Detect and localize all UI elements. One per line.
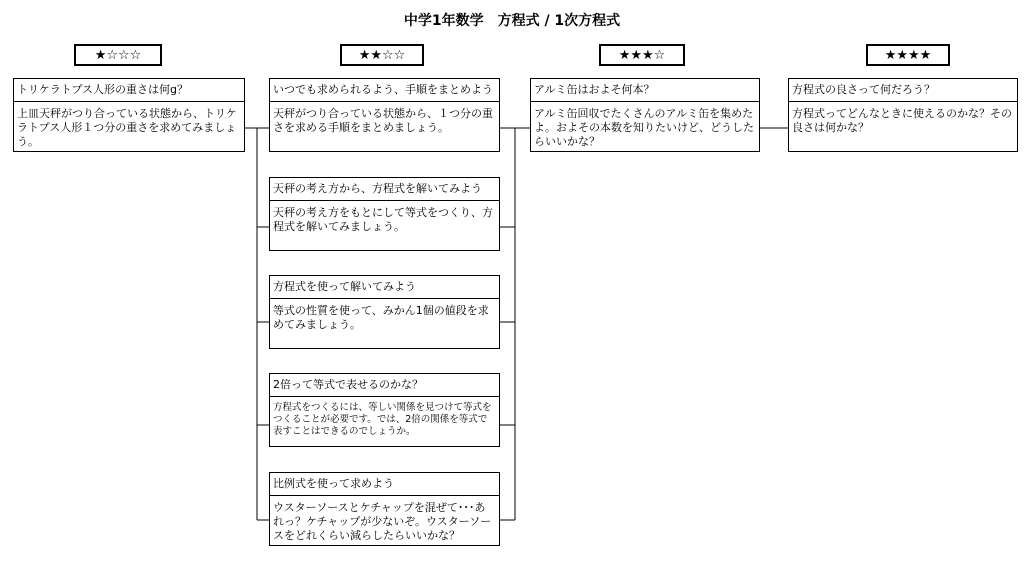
lesson-heading: 2倍って等式で表せるのかな？	[270, 374, 499, 397]
lesson-description: ウスターソースとケチャップを混ぜて･･･あれっ？ケチャップが少ないぞ。ウスターソースをどれくらい減らしたらいいかな？	[273, 501, 492, 542]
lesson-heading: 方程式を使って解いてみよう	[270, 276, 499, 299]
lesson-card-balance-equation	[269, 177, 500, 251]
lesson-heading: トリケラトプス人形の重さは何g？	[14, 79, 244, 102]
lesson-description: 方程式をつくるには、等しい関係を見つけて等式をつくることが必要です。では、2倍の関係を等式で表すことはできるのでしょうか。	[273, 402, 492, 437]
lesson-heading: 比例式を使って求めよう	[270, 473, 499, 496]
lesson-description: 方程式ってどんなときに使えるのかな？その良さは何かな？	[792, 107, 1012, 134]
level-4-badge: ★★★★	[866, 44, 950, 66]
lesson-heading: いつでも求められるよう、手順をまとめよう	[270, 79, 499, 102]
level-1-badge: ★☆☆☆	[74, 44, 162, 66]
lesson-heading: アルミ缶はおよそ何本？	[531, 79, 759, 102]
lesson-description: 天秤がつり合っている状態から、１つ分の重さを求める手順をまとめましょう。	[273, 107, 493, 134]
lesson-card-procedure	[269, 78, 500, 152]
lesson-description: 等式の性質を使って、みかん1個の値段を求めてみましょう。	[273, 304, 489, 331]
page-title: 中学1年数学 方程式 / 1次方程式	[403, 13, 621, 29]
lesson-card-aluminum-cans	[530, 78, 760, 152]
lesson-heading: 天秤の考え方から、方程式を解いてみよう	[270, 178, 499, 201]
lesson-heading: 方程式の良さって何だろう？	[789, 79, 1017, 102]
lesson-card-proportion	[269, 472, 500, 546]
lesson-card-solve-equation	[269, 275, 500, 349]
lesson-description: アルミ缶回収でたくさんのアルミ缶を集めたよ。およその本数を知りたいけど、どうしたらいいかな？	[534, 107, 754, 148]
lesson-description: 天秤の考え方をもとにして等式をつくり、方程式を解いてみましょう。	[273, 206, 493, 233]
lesson-card-equation-merits	[788, 78, 1018, 152]
lesson-card-double-relation	[269, 373, 500, 447]
lesson-description: 上皿天秤がつり合っている状態から、トリケラトプス人形１つ分の重さを求めてみましょう。	[17, 107, 237, 148]
level-2-badge: ★★☆☆	[340, 44, 424, 66]
lesson-card-triceratops	[13, 78, 245, 152]
level-3-badge: ★★★☆	[599, 44, 685, 66]
